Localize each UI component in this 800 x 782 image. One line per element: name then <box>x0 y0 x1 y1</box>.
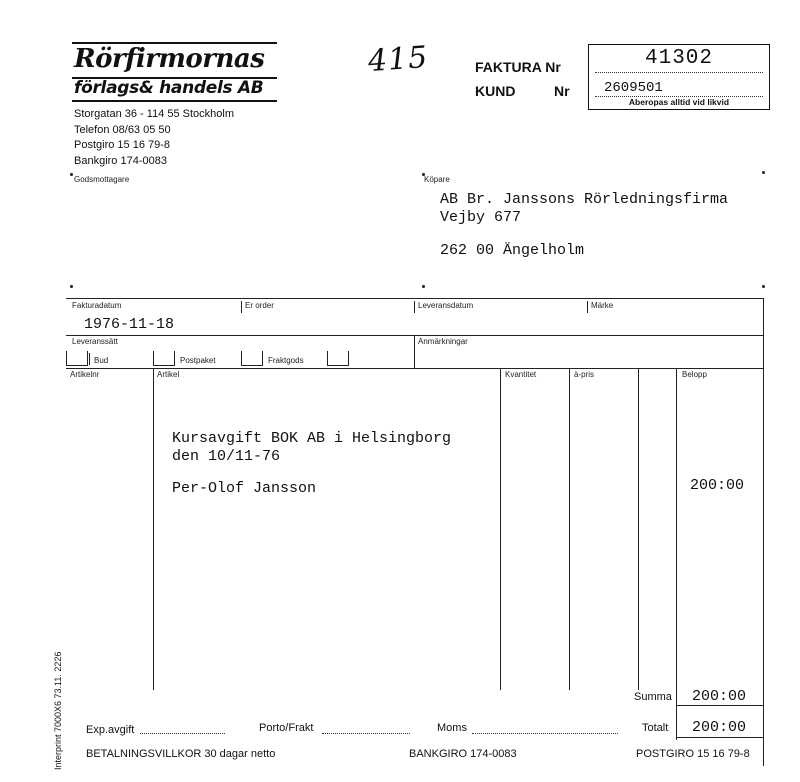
company-address-block <box>74 107 234 169</box>
col-belopp: Belopp <box>682 370 707 379</box>
mark-label: Märke <box>591 301 614 310</box>
side-print-code: Interprint 7000X6 73.11. 2226 <box>53 651 63 770</box>
invoice-date-label: Fakturadatum <box>72 301 122 310</box>
invoice-number-box <box>588 44 770 110</box>
postpaket-label: Postpaket <box>180 356 216 365</box>
checkbox-bud[interactable] <box>153 351 175 366</box>
logo-line-2: förlags& handels AB <box>74 78 264 98</box>
buyer-street: Vejby 677 <box>440 209 522 226</box>
item-description-line2: den 10/11-76 <box>172 448 281 465</box>
summa-label: Summa <box>634 691 672 703</box>
buyer-label: Köpare <box>424 175 450 184</box>
checkbox-postpaket[interactable] <box>241 351 263 366</box>
your-order-label: Er order <box>245 301 274 310</box>
reference-note: Aberopas alltid vid likvid <box>628 97 730 107</box>
delivery-method-label: Leveranssätt <box>72 337 118 346</box>
col-artikelnr: Artikelnr <box>70 370 100 379</box>
invoice-number: 41302 <box>644 47 713 70</box>
col-rule <box>500 368 501 690</box>
col-apris: à-pris <box>574 370 595 379</box>
bud-label: Bud <box>94 356 109 365</box>
exp-label: Exp.avgift <box>86 724 135 736</box>
company-postgiro: Postgiro 15 16 79-8 <box>74 139 171 151</box>
col-rule <box>153 368 154 690</box>
handwritten-number: 415 <box>366 39 430 80</box>
col-rule <box>569 368 570 690</box>
item-description-line1: Kursavgift BOK AB i Helsingborg <box>172 430 452 447</box>
kund-label: KUND <box>475 83 516 99</box>
kund-nr-label: Nr <box>554 83 570 99</box>
summa-value: 200:00 <box>692 688 747 705</box>
checkbox-none[interactable] <box>66 351 88 366</box>
moms-label: Moms <box>437 722 467 734</box>
fraktgods-label: Fraktgods <box>268 356 304 365</box>
company-bankgiro: Bankgiro 174-0083 <box>74 154 167 167</box>
checkbox-fraktgods[interactable] <box>327 351 349 366</box>
faktura-label: FAKTURA Nr <box>475 59 561 75</box>
goods-recipient-label: Godsmottagare <box>74 175 130 184</box>
item-description <box>172 430 451 466</box>
corner-mark <box>70 285 73 288</box>
corner-mark <box>70 173 73 176</box>
corner-mark <box>762 285 765 288</box>
company-logo <box>72 40 277 106</box>
logo-line-1: Rörfirmornas <box>74 44 265 74</box>
item-amount: 200:00 <box>690 477 745 494</box>
company-address: Storgatan 36 - 114 55 Stockholm <box>74 108 235 120</box>
corner-mark <box>422 285 425 288</box>
col-rule <box>638 368 639 690</box>
totalt-label: Totalt <box>642 722 669 734</box>
col-artikel: Artikel <box>157 370 180 379</box>
porto-label: Porto/Frakt <box>259 722 314 734</box>
company-phone: Telefon 08/63 05 50 <box>74 123 171 136</box>
invoice-date: 1976-11-18 <box>84 316 175 333</box>
buyer-name: AB Br. Janssons Rörledningsfirma <box>440 191 729 208</box>
remarks-label: Anmärkningar <box>418 337 468 346</box>
totalt-value: 200:00 <box>692 719 747 736</box>
col-rule <box>676 368 677 740</box>
col-kvantitet: Kvantitet <box>505 370 537 379</box>
footer-postgiro: POSTGIRO 15 16 79-8 <box>636 748 750 760</box>
payment-terms: BETALNINGSVILLKOR 30 dagar netto <box>86 748 276 760</box>
corner-mark <box>762 171 765 174</box>
footer-bankgiro: BANKGIRO 174-0083 <box>409 748 517 760</box>
delivery-date-label: Leveransdatum <box>418 301 474 310</box>
buyer-city: 262 00 Ängelholm <box>440 242 585 259</box>
item-person: Per-Olof Jansson <box>172 480 317 497</box>
customer-number: 2609501 <box>604 80 663 96</box>
